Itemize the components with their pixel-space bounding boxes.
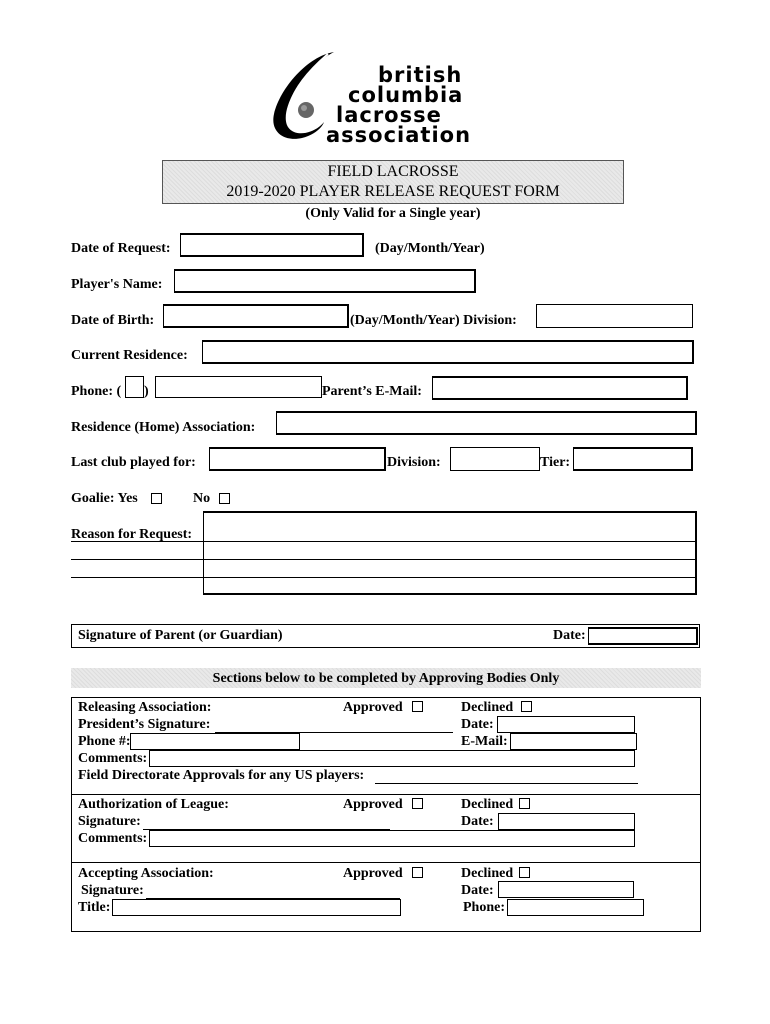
tier-input[interactable] [573, 447, 693, 471]
accepting-declined-checkbox[interactable] [519, 867, 530, 878]
league-declined-checkbox[interactable] [519, 798, 530, 809]
accepting-approved-checkbox[interactable] [412, 867, 423, 878]
date-of-request-label: Date of Request: [71, 241, 171, 256]
section-divider [71, 862, 701, 863]
league-authorization-title: Authorization of League: [78, 797, 229, 812]
form-title-line1: FIELD LACROSSE [327, 163, 459, 180]
reason-textarea[interactable] [203, 511, 697, 595]
residence-association-input[interactable] [276, 411, 697, 435]
us-players-approvals-line[interactable] [375, 783, 638, 784]
date-of-request-input[interactable] [180, 233, 364, 257]
league-comments-input[interactable] [149, 830, 635, 847]
last-club-input[interactable] [209, 447, 386, 471]
releasing-phone-input[interactable] [130, 733, 300, 750]
last-club-label: Last club played for: [71, 455, 196, 470]
goalie-yes-checkbox[interactable] [151, 493, 162, 504]
releasing-email-input[interactable] [510, 733, 637, 750]
accepting-approved-label: Approved [343, 866, 403, 881]
accepting-date-label: Date: [461, 883, 494, 898]
releasing-approved-checkbox[interactable] [412, 701, 423, 712]
parent-email-input[interactable] [432, 376, 688, 400]
releasing-date-label: Date: [461, 717, 494, 732]
accepting-signature-label: Signature: [81, 883, 144, 898]
residence-association-label: Residence (Home) Association: [71, 420, 256, 435]
current-residence-input[interactable] [202, 340, 694, 364]
releasing-email-label: E-Mail: [461, 734, 508, 749]
players-name-input[interactable] [174, 269, 476, 293]
logo-line-columbia: columbia [348, 83, 464, 107]
accepting-phone-label: Phone: [463, 900, 505, 915]
phone-number-input[interactable] [155, 376, 322, 398]
parent-signature-label: Signature of Parent (or Guardian) [78, 628, 283, 643]
date-format-hint: (Day/Month/Year) [375, 241, 485, 256]
parent-signature-date-input[interactable] [588, 627, 698, 645]
approving-bodies-banner-text: Sections below to be completed by Approving Bodies Only [212, 671, 560, 686]
releasing-comments-label: Comments: [78, 751, 148, 766]
tier-label: Tier: [540, 455, 571, 470]
phone-area-code-input[interactable] [125, 376, 144, 398]
releasing-date-input[interactable] [497, 716, 635, 733]
league-comments-label: Comments: [78, 831, 148, 846]
current-residence-label: Current Residence: [71, 348, 188, 363]
section-divider [71, 794, 701, 795]
president-signature-label: President’s Signature: [78, 717, 211, 732]
division-label: Division: [387, 455, 441, 470]
goalie-yes-label: Goalie: Yes [71, 491, 138, 506]
league-date-input[interactable] [498, 813, 635, 830]
accepting-association-title: Accepting Association: [78, 866, 214, 881]
accepting-title-label: Title: [78, 900, 111, 915]
reason-line [71, 577, 697, 578]
parent-email-label: Parent’s E-Mail: [322, 384, 422, 399]
parent-signature-date-label: Date: [553, 628, 586, 643]
releasing-phone-label: Phone #: [78, 734, 131, 749]
goalie-no-checkbox[interactable] [219, 493, 230, 504]
releasing-declined-label: Declined [461, 700, 514, 715]
date-of-birth-input[interactable] [163, 304, 349, 328]
players-name-label: Player's Name: [71, 277, 163, 292]
releasing-comments-input[interactable] [149, 750, 635, 767]
accepting-phone-input[interactable] [507, 899, 644, 916]
league-approved-checkbox[interactable] [412, 798, 423, 809]
reason-line [71, 541, 697, 542]
accepting-declined-label: Declined [461, 866, 514, 881]
division-input[interactable] [536, 304, 693, 328]
releasing-association-title: Releasing Association: [78, 700, 212, 715]
last-club-division-input[interactable] [450, 447, 540, 471]
accepting-date-input[interactable] [498, 881, 634, 898]
form-subtitle: (Only Valid for a Single year) [305, 206, 481, 221]
league-date-label: Date: [461, 814, 494, 829]
league-signature-label: Signature: [78, 814, 141, 829]
releasing-approved-label: Approved [343, 700, 403, 715]
league-declined-label: Declined [461, 797, 514, 812]
logo-line-association: association [326, 123, 472, 147]
phone-close-paren: ) [144, 384, 149, 399]
logo-line-lacrosse: lacrosse [336, 103, 442, 127]
phone-label: Phone: ( [71, 384, 122, 399]
form-title-line2: 2019-2020 PLAYER RELEASE REQUEST FORM [226, 183, 560, 200]
dob-division-label: (Day/Month/Year) Division: [350, 313, 517, 328]
reason-label: Reason for Request: [71, 527, 193, 542]
reason-line [71, 559, 697, 560]
league-approved-label: Approved [343, 797, 403, 812]
date-of-birth-label: Date of Birth: [71, 313, 155, 328]
accepting-title-input[interactable] [112, 899, 401, 916]
us-players-approvals-label: Field Directorate Approvals for any US players: [78, 768, 365, 783]
logo-line-british: british [378, 63, 463, 87]
releasing-declined-checkbox[interactable] [521, 701, 532, 712]
goalie-no-label: No [193, 491, 211, 506]
